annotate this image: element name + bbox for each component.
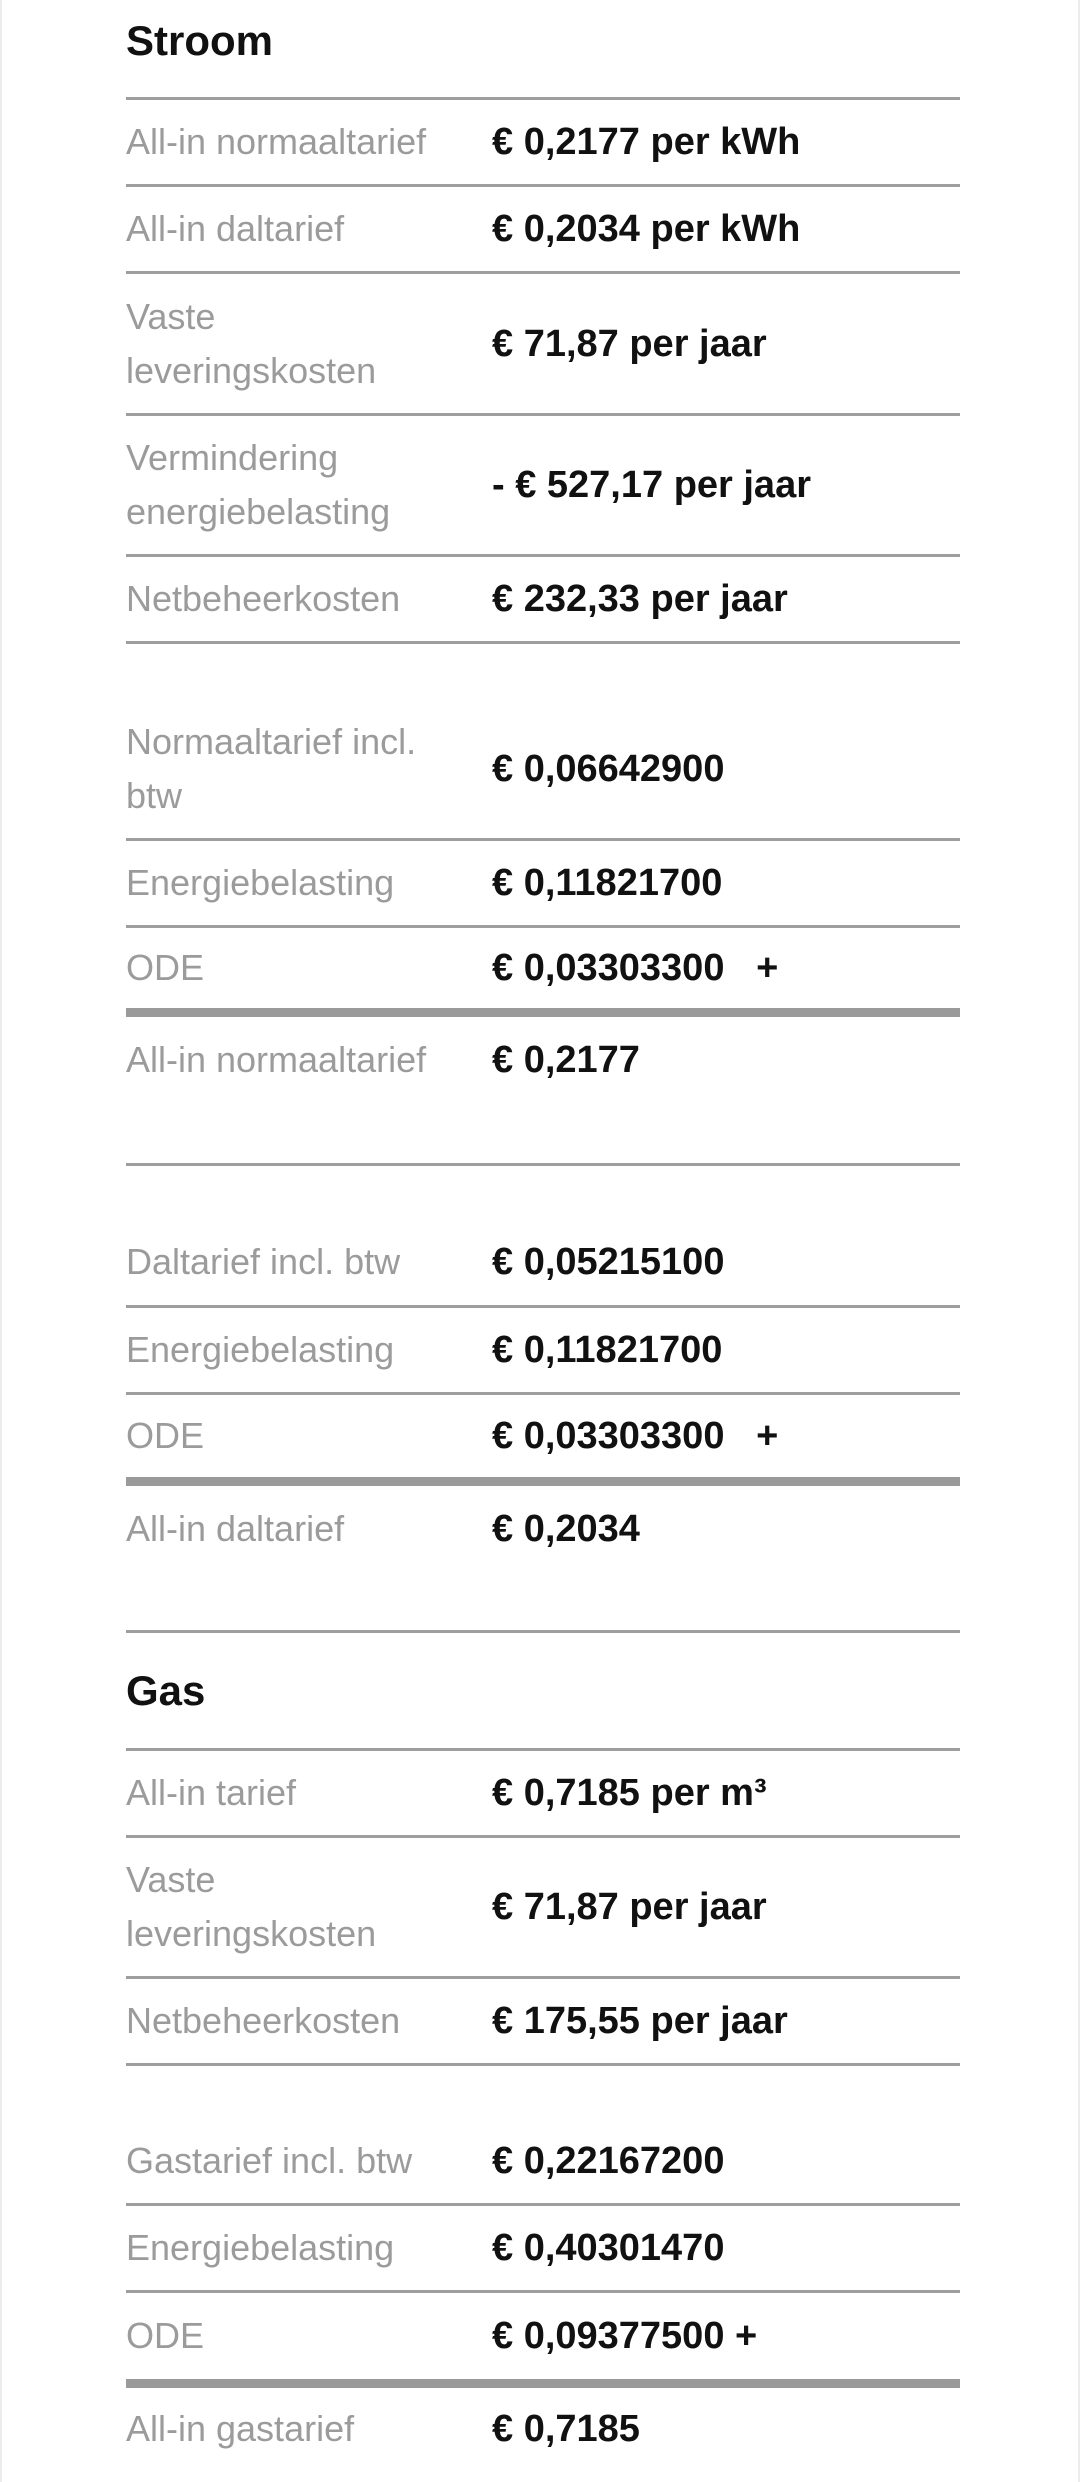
total-label: All-in normaaltarief: [126, 1038, 427, 1080]
table-row-total: [126, 1486, 960, 1571]
divider: [126, 2063, 960, 2066]
row-value: € 0,2034 per kWh: [492, 208, 801, 250]
table-row: [126, 2293, 960, 2379]
table-row-total: [126, 1017, 960, 1102]
table-row: [126, 557, 960, 641]
table-row: [126, 928, 960, 1008]
row-value: € 0,2177 per kWh: [492, 121, 801, 163]
row-label: Energiebelasting: [126, 1329, 395, 1370]
row-value: € 0,40301470: [492, 2227, 725, 2269]
row-value: - € 527,17 per jaar: [492, 464, 811, 506]
row-label: Normaaltarief incl. btw: [126, 721, 417, 816]
table-row: [126, 700, 960, 838]
row-value: € 175,55 per jaar: [492, 2000, 788, 2042]
total-value: € 0,2177: [492, 1038, 640, 1081]
row-label: Netbeheerkosten: [126, 2000, 401, 2041]
total-value: € 0,7185: [492, 2408, 640, 2450]
table-row: [126, 416, 960, 554]
table-row: [126, 1979, 960, 2063]
row-label: Vaste leveringskosten: [126, 1859, 377, 1954]
row-value: € 0,11821700: [492, 1329, 723, 1371]
table-row: [126, 1838, 960, 1976]
table-row: [126, 100, 960, 184]
table-row: [126, 274, 960, 413]
row-value: € 0,7185 per m³: [492, 1772, 767, 1814]
section-title-gas: Gas: [126, 1667, 206, 1714]
table-row-total: [126, 2388, 960, 2470]
row-value: € 71,87 per jaar: [492, 322, 767, 365]
row-value: € 71,87 per jaar: [492, 1886, 767, 1928]
table-row: [126, 2206, 960, 2290]
table-row: [126, 1395, 960, 1477]
table-row: [126, 1308, 960, 1392]
row-label: Energiebelasting: [126, 2227, 395, 2268]
row-label: Netbeheerkosten: [126, 578, 401, 619]
row-value: € 0,03303300 +: [492, 1415, 779, 1457]
row-label: Daltarief incl. btw: [126, 1240, 401, 1282]
row-label: ODE: [126, 2315, 205, 2356]
row-label: All-in tarief: [126, 1772, 297, 1813]
row-label: All-in normaaltarief: [126, 121, 427, 162]
row-value: € 0,03303300 +: [492, 947, 779, 989]
row-label: Energiebelasting: [126, 862, 395, 903]
divider: [126, 1163, 960, 1166]
table-row: [126, 187, 960, 271]
divider: [126, 641, 960, 644]
row-label: ODE: [126, 1415, 205, 1456]
table-row: [126, 841, 960, 925]
section-title-stroom: Stroom: [126, 17, 273, 64]
row-value: € 0,06642900: [492, 748, 725, 790]
row-value: € 0,05215100: [492, 1240, 725, 1283]
row-value: € 0,22167200: [492, 2140, 725, 2182]
total-label: All-in daltarief: [126, 1507, 345, 1549]
table-row: [126, 1751, 960, 1835]
row-label: All-in daltarief: [126, 208, 345, 249]
sum-divider: [126, 1008, 960, 1017]
row-value: € 0,09377500 +: [492, 2315, 758, 2357]
sum-divider: [126, 2379, 960, 2388]
row-label: Vermindering energiebelasting: [126, 437, 391, 532]
row-label: Vaste leveringskosten: [126, 295, 377, 391]
row-label: Gastarief incl. btw: [126, 2140, 413, 2181]
row-value: € 0,11821700: [492, 862, 723, 904]
sum-divider: [126, 1477, 960, 1486]
table-row: [126, 2119, 960, 2203]
table-row: [126, 1218, 960, 1305]
total-label: All-in gastarief: [126, 2408, 355, 2449]
row-label: ODE: [126, 947, 205, 988]
divider: [126, 1630, 960, 1633]
total-value: € 0,2034: [492, 1507, 640, 1550]
row-value: € 232,33 per jaar: [492, 578, 788, 620]
